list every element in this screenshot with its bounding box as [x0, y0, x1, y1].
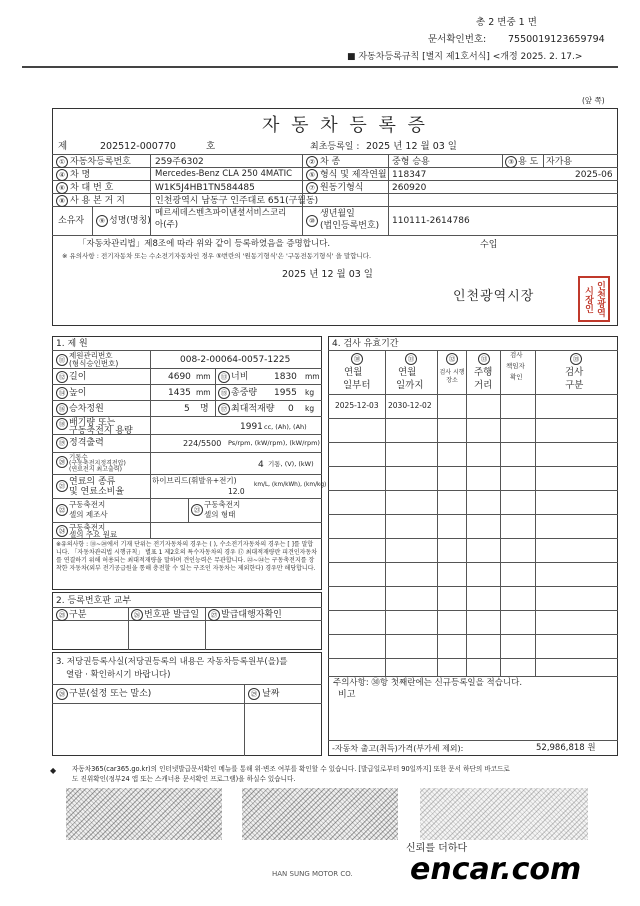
stamp-label: 수입 — [480, 240, 498, 250]
seats-value: 5 — [184, 404, 190, 414]
footer-notice-line-2: 도 진위확인(정부24 앱 또는 스캐너용 문서확인 프로그램)을 하실수 있습니다. — [72, 775, 296, 783]
barcode-right — [420, 788, 588, 840]
circled-number-33: ㉝ — [478, 353, 490, 365]
power-label: 정격출력 — [69, 438, 104, 448]
gross-weight-unit: kg — [305, 388, 315, 397]
power-value: 224/5500 — [183, 439, 222, 448]
owner-label: 소유자 — [58, 216, 85, 226]
battery-maker-label-2: 셀의 제조사 — [69, 510, 108, 519]
use-value: 자가용 — [546, 157, 573, 167]
printer-name: HAN SUNG MOTOR CO. — [272, 870, 353, 878]
inspection-col-34-label: 검사 — [510, 351, 523, 359]
vehicle-type-value: 중형 승용 — [392, 157, 430, 167]
footer-diamond-icon: ◆ — [50, 766, 57, 775]
gross-weight-label: 총중량 — [231, 388, 258, 398]
battery-form-label-1: 구동축전지 — [204, 500, 241, 509]
circled-number-1: ① — [56, 156, 68, 168]
fuel-type-value: 하이브리드(휘발유+전기) — [152, 476, 237, 485]
mileage-label-1: 주행 — [474, 367, 493, 378]
width-unit: mm — [305, 372, 320, 381]
vehicle-type-label: 차 종 — [320, 157, 341, 167]
battery-maker-label-1: 구동축전지 — [69, 500, 106, 509]
circled-number-17: ⑰ — [218, 403, 230, 415]
approval-label-1: 제원관리번호 — [69, 351, 113, 360]
power-unit: Ps/rpm, (kW/rpm), (kW/rpm) — [228, 439, 320, 447]
battery-origin-label-1: 구동축전지 — [69, 523, 106, 532]
owner-name-label: 성명(명칭) — [109, 216, 151, 226]
cylinder-label-3: (연료전지 최고출력) — [69, 466, 122, 473]
plate-col-agent: 발급대행자확인 — [221, 610, 282, 620]
circled-number-14: ⑭ — [56, 387, 68, 399]
circled-number-8: ⑧ — [56, 195, 68, 207]
barcode-middle — [242, 788, 398, 840]
circled-number-15: ⑮ — [218, 387, 230, 399]
length-label: 길이 — [69, 372, 87, 382]
remarks-label: 비고 — [338, 690, 356, 700]
cylinder-unit: 기통, (V), (kW) — [268, 460, 314, 468]
approval-value: 008-2-00064-0057-1225 — [180, 355, 291, 365]
manufacture-date: 2025-06 — [575, 170, 613, 180]
battery-form-label-2: 셀의 형태 — [204, 510, 236, 519]
engine-value: 260920 — [392, 183, 427, 193]
displacement-label-1: 배기량 또는 — [69, 418, 116, 428]
spec-notice: ※유의사항 : ⑱~⑳에서 기재 단위는 전기자동차의 경우는 ( ), 수소전기자동차의 경우는 [ ]를 말합니다. 「자동차관리법 시행규칙」 별표 1 제2호의 특수자동차의 경우 ⑰ 최대적재량란 피견인자동차를 연결하기 위해 허용되는 최대적재량을 말하며 견인능력은 무관합니다. ㉒~㉔는 구동축전지를 장착한 자동차(외부 전기공급원을 통해 충전할 수 있는 구조인 자동차는 제외한다) 경우만 해당합니다. — [56, 541, 318, 572]
circled-number-29: ㉙ — [248, 688, 260, 700]
vin-label: 차 대 번 호 — [70, 183, 114, 193]
issuer-name: 인천광역시장 — [453, 289, 535, 304]
circled-number-27: ㉗ — [208, 609, 220, 621]
cylinder-label-1: 기통수 — [69, 453, 88, 461]
model-label: 형식 및 제작연월 — [320, 170, 387, 180]
circled-number-11: ⑪ — [56, 354, 68, 366]
spec-heading: 1. 제 원 — [56, 339, 88, 349]
length-value: 4690 — [168, 372, 191, 382]
inspection-section — [328, 336, 618, 756]
first-registration-label: 최초등록일 : — [310, 142, 360, 152]
cylinder-value: 4 — [258, 460, 264, 470]
width-label: 너비 — [231, 372, 249, 382]
regulation-reference: ■ 자동차등록규칙 [별지 제1호서식] <개정 2025. 2. 17.> — [347, 52, 583, 62]
price-label: -자동차 출고(취득)가격(부가세 제외): — [332, 744, 464, 753]
lien-heading-1: 3. 저당권등록사실(저당권등록의 내용은 자동차등록원부(을)를 — [56, 657, 288, 667]
circled-number-6: ⑥ — [56, 182, 68, 194]
issue-date: 2025 년 12 월 03 일 — [282, 269, 373, 280]
circled-number-23: ㉓ — [191, 504, 203, 516]
max-load-value: 0 — [288, 404, 294, 414]
lien-col-date: 날짜 — [262, 689, 280, 699]
document-title: 자 동 차 등 록 증 — [262, 115, 428, 136]
max-load-unit: kg — [305, 404, 315, 413]
reg-prefix: 제 — [58, 141, 68, 152]
inspection-caution: 주의사항: ㉚항 첫째란에는 신규등록일을 적습니다. — [333, 678, 523, 688]
inspection-row-to: 2030-12-02 — [388, 401, 432, 410]
caution-note: ※ 유의사항 : 전기자동차 또는 수소전기자동차인 경우 ⑤번란의 '원동기형식'은 '구동전동기형식' 을 말합니다. — [62, 252, 372, 260]
max-load-label: 최대적재량 — [231, 404, 275, 414]
from-label-2: 일부터 — [343, 380, 371, 391]
circled-number-10: ⑩ — [306, 215, 318, 227]
circled-number-28: ㉘ — [56, 688, 68, 700]
circled-number-5: ⑤ — [306, 169, 318, 181]
kind-label-2: 구분 — [565, 380, 584, 391]
officer-label-2: 확인 — [510, 373, 523, 381]
model-value: 118347 — [392, 170, 427, 180]
circled-number-2: ② — [306, 156, 318, 168]
car-name-value: Mercedes-Benz CLA 250 4MATIC — [155, 169, 293, 179]
circled-number-12: ⑫ — [56, 371, 68, 383]
price-value: 52,986,818 원 — [536, 743, 596, 753]
plate-col-issue-date: 번호판 발급일 — [144, 610, 200, 620]
page-info: 총 2 면중 1 면 — [476, 17, 537, 28]
height-unit: mm — [196, 388, 211, 397]
base-location-label: 사 용 본 거 지 — [70, 196, 125, 206]
circled-number-7: ⑦ — [306, 182, 318, 194]
seats-unit: 명 — [200, 404, 209, 414]
footer-notice-line-1: 자동차365(car365.go.kr)의 인터넷발급문서확인 메뉴를 통해 위·변조 여부를 확인할 수 있습니다. [발급일로부터 90일까지] 또한 문서 하단의 바코드로 — [72, 765, 510, 773]
officer-label-1: 책임자 — [506, 362, 525, 370]
circled-number-4: ④ — [56, 169, 68, 181]
owner-name-line-1: 메르세데스벤츠파이낸셜서비스코리 — [155, 208, 287, 218]
fuel-label-2: 및 연료소비율 — [69, 487, 125, 497]
circled-number-16: ⑯ — [56, 403, 68, 415]
lien-col-category: 구분(설정 또는 말소) — [69, 689, 152, 699]
reg-suffix: 호 — [206, 141, 216, 152]
efficiency-value: 12.0 — [228, 487, 245, 496]
birth-label-line-1: 생년월일 — [320, 209, 355, 219]
engine-label: 원동기형식 — [320, 183, 364, 193]
cylinder-label-2: (구동축전지정격전압) — [69, 460, 126, 467]
registration-number: 202512-000770 — [100, 141, 176, 152]
seats-label: 승차정원 — [69, 404, 104, 414]
circled-number-25: ㉕ — [56, 609, 68, 621]
fuel-label-1: 연료의 종류 — [69, 477, 116, 487]
circled-number-26: ㉖ — [131, 609, 143, 621]
mileage-label-2: 거리 — [474, 380, 493, 391]
width-value: 1830 — [274, 372, 297, 382]
law-certification-text: 「자동차관리법」제8조에 따라 위와 같이 등록하였음을 증명합니다. — [78, 239, 331, 249]
owner-name-line-2: 아(주) — [155, 220, 179, 230]
first-registration-date: 2025 년 12 월 03 일 — [366, 141, 457, 152]
circled-number-13: ⑬ — [218, 371, 230, 383]
inspection-row-from: 2025-12-03 — [335, 401, 379, 410]
doc-confirm-number: 7550019123659794 — [508, 34, 605, 45]
lien-heading-2: 열람 · 확인하시기 바랍니다) — [66, 670, 171, 680]
vin-value: W1K5J4HB1TN584485 — [155, 183, 255, 193]
inspection-heading: 4. 검사 유효기간 — [332, 339, 399, 349]
displacement-label-2: 구동축전지 용량 — [69, 426, 133, 436]
plate-heading: 2. 등록번호판 교부 — [56, 596, 132, 606]
birth-label-line-2: (법인등록번호) — [320, 221, 380, 231]
inspection-place-label: 검사 시행장소 — [439, 369, 465, 384]
circled-number-20: ⑳ — [56, 456, 68, 468]
circled-number-35: ㉟ — [570, 353, 582, 365]
plate-col-category: 구분 — [69, 610, 87, 620]
official-seal: 인천광역시장인 — [578, 276, 610, 322]
slogan: 신뢰를 더하다 — [406, 843, 468, 854]
reg-no-value: 259주6302 — [155, 157, 204, 167]
circled-number-18: ⑱ — [56, 418, 68, 430]
base-location-value: 인천광역시 남동구 인주대로 651(구월동) — [155, 196, 319, 206]
use-label: 용 도 — [518, 157, 539, 167]
reg-no-label: 자동차등록번호 — [70, 157, 131, 167]
efficiency-unit: km/L, (km/kWh), (km/kg) — [254, 482, 327, 488]
car-name-label: 차 명 — [70, 170, 91, 180]
height-value: 1435 — [168, 388, 191, 398]
kind-label-1: 검사 — [565, 367, 584, 378]
circled-number-19: ⑲ — [56, 437, 68, 449]
approval-label-2: (형식승인번호) — [69, 359, 119, 368]
encar-watermark: encar.com — [410, 852, 582, 887]
circled-number-32: ㉜ — [446, 353, 458, 365]
birth-value: 110111-2614786 — [392, 216, 470, 226]
front-side-label: (앞 쪽) — [582, 96, 605, 105]
circled-number-21: ㉑ — [56, 480, 68, 492]
circled-number-3: ③ — [505, 156, 517, 168]
circled-number-31: ㉛ — [405, 353, 417, 365]
height-label: 높이 — [69, 388, 87, 398]
circled-number-24: ㉔ — [56, 525, 68, 537]
battery-origin-label-2: 셀의 주요 원료 — [69, 530, 118, 539]
to-label-1: 연월 — [398, 367, 417, 378]
displacement-unit: cc, (Ah), (Ah) — [264, 423, 307, 431]
to-label-2: 일까지 — [396, 380, 424, 391]
circled-number-9: ⑨ — [96, 215, 108, 227]
displacement-value: 1991 — [240, 422, 263, 432]
gross-weight-value: 1955 — [274, 388, 297, 398]
barcode-left — [66, 788, 222, 840]
doc-confirm-label: 문서확인번호: — [428, 34, 487, 45]
from-label-1: 연월 — [344, 367, 363, 378]
circled-number-30: ㉚ — [351, 353, 363, 365]
circled-number-22: ㉒ — [56, 504, 68, 516]
length-unit: mm — [196, 372, 211, 381]
